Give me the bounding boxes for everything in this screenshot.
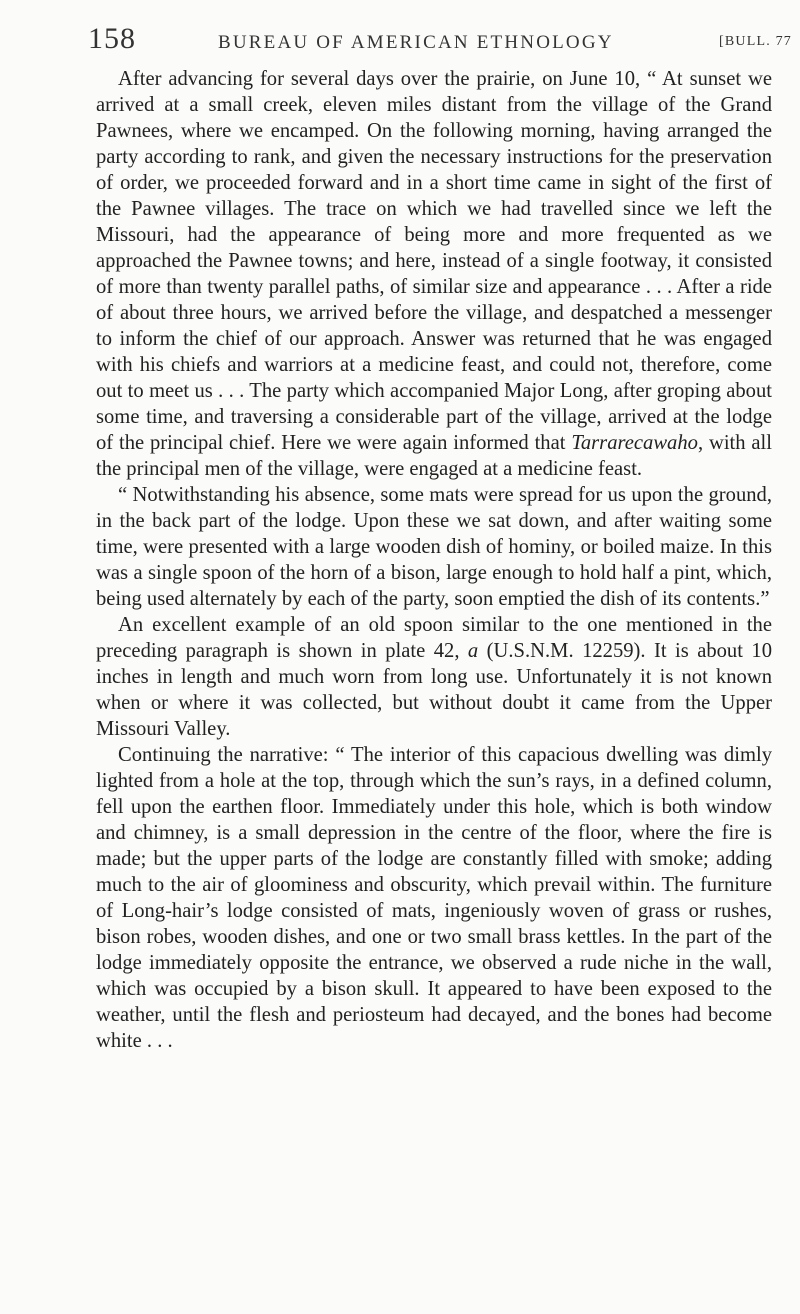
- text-segment: An excellent example of an old spoon similar to the one mentioned in the preceding paragraph is shown in plate 42,: [96, 614, 772, 662]
- text-segment: (U.S.N.M. 12259). It is about 10 inches in length and much worn from long use. Unfortunately it is not known when or where it was collected, but without doubt it came from the Upper Missouri Valley.: [96, 640, 772, 740]
- italic-plate-letter: a: [467, 640, 479, 662]
- text-segment: , with all the principal men of the village, were engaged at a medicine feast.: [96, 432, 772, 480]
- text-segment: Continuing the narrative: “ The interior of this capacious dwelling was dimly lighted from a hole at the top, through which the sun’s rays, in a defined column, fell upon the earthen floor. Immediately under this hole, which is both window and chimney, is a small depression in the centre of the floor, where the fire is made; but the upper parts of the lodge are constantly filled with smoke; adding much to the air of gloominess and obscurity, which prevail within. The furniture of Long-hair’s lodge consisted of mats, ingeniously woven of grass or rushes, bison robes, wooden dishes, and one or two small brass kettles. In the part of the lodge immediately opposite the entrance, we observed a rude niche in the wall, which was occupied by a bison skull. It appeared to have been exposed to the weather, until the flesh and periosteum had decayed, and the bones had become white . . .: [96, 744, 772, 1052]
- text-segment: “ Notwithstanding his absence, some mats were spread for us upon the ground, in the back part of the lodge. Upon these we sat down, and after waiting some time, were presented with a large wooden dish of hominy, or boiled maize. In this was a single spoon of the horn of a bison, large enough to hold half a pint, which, being used alternately by each of the party, soon emptied the dish of its contents.”: [96, 484, 772, 610]
- paragraph: [96, 612, 772, 742]
- body-text: [96, 66, 772, 1054]
- paragraph: [96, 742, 772, 1054]
- paragraph: [96, 482, 772, 612]
- running-head: [88, 22, 792, 62]
- text-segment: After advancing for several days over the prairie, on June 10, “ At sunset we arrived at a small creek, eleven miles distant from the village of the Grand Pawnees, where we encamped. On the following morning, having arranged the party according to rank, and given the necessary instructions for the preservation of order, we proceeded forward and in a short time came in sight of the first of the Pawnee villages. The trace on which we had travelled since we left the Missouri, had the appearance of being more and more frequented as we approached the Pawnee towns; and here, instead of a single footway, it consisted of more than twenty parallel paths, of similar size and appearance . . . After a ride of about three hours, we arrived before the village, and despatched a messenger to inform the chief of our approach. Answer was returned that he was engaged with his chiefs and warriors at a medicine feast, and could not, therefore, come out to meet us . . . The party which accompanied Major Long, after groping about some time, and traversing a considerable part of the village, arrived at the lodge of the principal chief. Here we were again informed that: [96, 68, 772, 454]
- page-number: 158: [88, 22, 136, 55]
- running-title: BUREAU OF AMERICAN ETHNOLOGY: [218, 32, 614, 53]
- italic-name: Tarrarecawaho: [571, 432, 698, 454]
- paragraph: [96, 66, 772, 482]
- bulletin-reference: [BULL. 77: [718, 34, 792, 49]
